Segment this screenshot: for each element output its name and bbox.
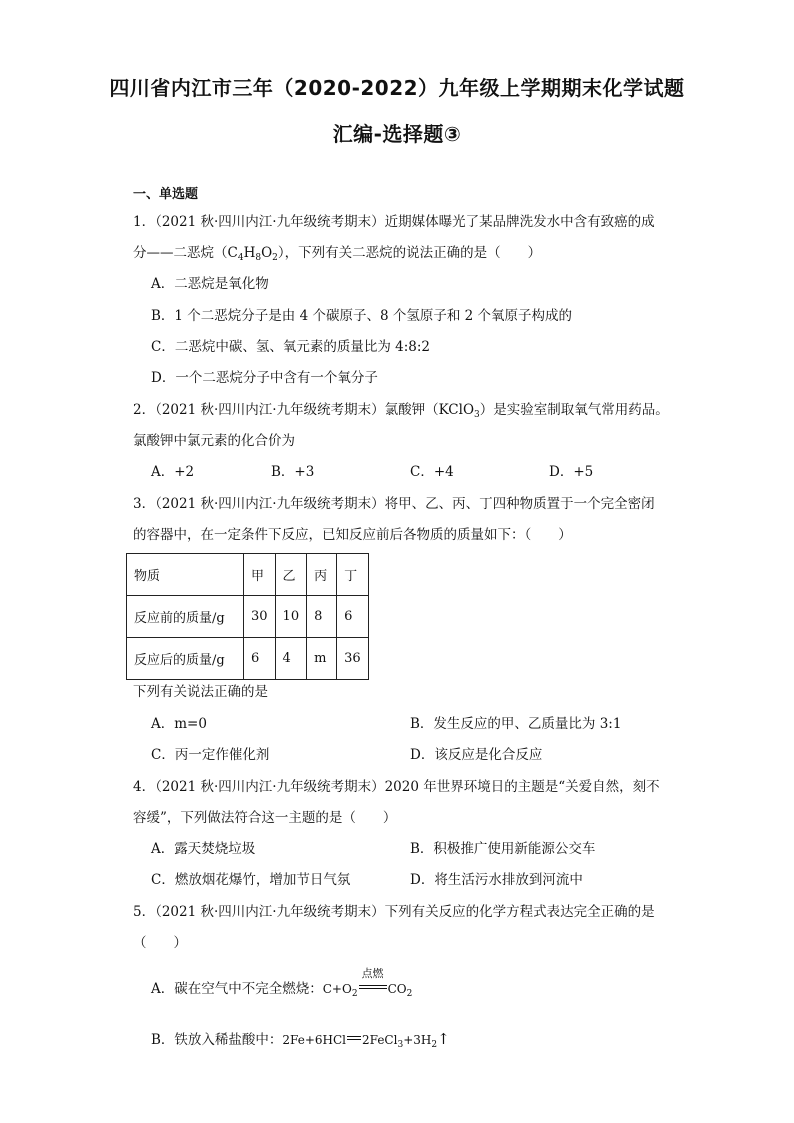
q3-option-c: C．丙一定作催化剂: [151, 747, 270, 763]
q2-stem-part: ）是实验室制取氧气常用药品。: [479, 402, 669, 418]
q1-sub: 4: [237, 253, 244, 263]
q3-option-b: B．发生反应的甲、乙质量比为 3:1: [410, 716, 622, 732]
q5-equation-a: [322, 967, 413, 999]
q5-stem-line1: 5．（2021 秋·四川内江·九年级统考期末）下列有关反应的化学方程式表达完全正确的是: [133, 904, 655, 920]
q2-stem-part: 2．（2021 秋·四川内江·九年级统考期末）氯酸钾（KClO: [133, 402, 475, 418]
table-cell: 反应后的质量/g: [127, 638, 244, 680]
table-cell: 4: [275, 638, 307, 680]
q1-stem-part: ），下列有关二恶烷的说法正确的是（ ）: [277, 245, 542, 261]
q4-option-a: A．露天焚烧垃圾: [151, 841, 256, 857]
q1-formula-o: O: [261, 245, 273, 261]
q4-stem-line2: 容缓”，下列做法符合这一主题的是（ ）: [133, 810, 397, 826]
q1-option-b: B．1 个二恶烷分子是由 4 个碳原子、8 个氢原子和 2 个氧原子构成的: [151, 308, 573, 324]
q2-sub: 3: [474, 410, 480, 420]
q2-option-b: B．+3: [271, 464, 315, 480]
equation-rhs: 2FeCl: [362, 1033, 398, 1047]
equation-sub: 3: [397, 1040, 404, 1050]
q3-stem-line1: 3．（2021 秋·四川内江·九年级统考期末）将甲、乙、丙、丁四种物质置于一个完全密闭: [133, 496, 655, 512]
table-cell: 乙: [275, 554, 307, 596]
q2-option-a: A．+2: [151, 464, 195, 480]
gas-arrow-icon: ↑: [437, 1030, 450, 1048]
table-row: [127, 554, 369, 596]
equation-rhs: +3H: [403, 1033, 432, 1047]
document-title-line2: 汇编-选择题③: [332, 122, 462, 146]
table-cell: 30: [244, 596, 276, 638]
q2-option-d: D．+5: [549, 464, 594, 480]
double-line: [359, 985, 387, 989]
table-cell: 6: [337, 596, 369, 638]
table-cell: 甲: [244, 554, 276, 596]
q1-stem-part: 分——二恶烷（C: [133, 245, 238, 261]
equation-rhs: CO: [387, 982, 407, 996]
q1-option-c: C．二恶烷中碳、氢、氧元素的质量比为 4:8:2: [151, 339, 430, 355]
q4-stem-line1: 4．（2021 秋·四川内江·九年级统考期末）2020 年世界环境日的主题是“关爱自然，刻不: [133, 779, 660, 795]
q3-option-d: D．该反应是化合反应: [410, 747, 543, 763]
table-cell: 物质: [127, 554, 244, 596]
q3-stem-line2: 的容器中，在一定条件下反应，已知反应前后各物质的质量如下：（ ）: [133, 527, 572, 543]
table-cell: m: [307, 638, 337, 680]
q2-stem-line1: [133, 401, 669, 419]
q4-option-d: D．将生活污水排放到河流中: [410, 872, 583, 888]
q5-stem-line2: （ ）: [133, 935, 187, 951]
q1-stem-line2: [133, 244, 541, 262]
q3-option-a: A．m=0: [151, 716, 207, 732]
table-cell: 反应前的质量/g: [127, 596, 244, 638]
equation-lhs: 2Fe+6HCl: [282, 1033, 347, 1047]
q5-option-a-text: A．碳在空气中不完全燃烧：: [151, 981, 323, 997]
table-row: [127, 638, 369, 680]
table-cell: 8: [307, 596, 337, 638]
table-cell: 丙: [307, 554, 337, 596]
q1-sub: 8: [255, 253, 262, 263]
q4-option-c: C．燃放烟花爆竹，增加节日气氛: [151, 872, 351, 888]
equation-lhs: C+O: [322, 982, 352, 996]
q1-option-a: A．二恶烷是氧化物: [151, 276, 269, 292]
table-cell: 10: [275, 596, 307, 638]
q1-option-d: D．一个二恶烷分子中含有一个氧分子: [151, 370, 378, 386]
equation-sub: 2: [351, 989, 358, 999]
document-title-line1: 四川省内江市三年（2020-2022）九年级上学期期末化学试题: [109, 76, 685, 100]
q2-stem-line2: 氯酸钾中氯元素的化合价为: [133, 433, 295, 449]
q3-after-table: 下列有关说法正确的是: [133, 684, 268, 700]
q4-option-b: B．积极推广使用新能源公交车: [410, 841, 596, 857]
q5-option-b: [151, 1030, 450, 1049]
table-cell: 36: [337, 638, 369, 680]
q1-formula-h: H: [243, 245, 256, 261]
double-line: [347, 1036, 361, 1040]
mass-table: [126, 553, 369, 680]
section-heading: 一、单选题: [133, 187, 199, 202]
q1-stem-line1: 1．（2021 秋·四川内江·九年级统考期末）近期媒体曝光了某品牌洗发水中含有致癌的成: [133, 214, 655, 230]
q5-option-a: [151, 967, 413, 999]
table-row: [127, 596, 369, 638]
equation-sign: [358, 967, 388, 998]
reaction-condition: 点燃: [361, 967, 384, 980]
equation-sub: 2: [406, 989, 413, 999]
table-cell: 6: [244, 638, 276, 680]
q1-sub: 2: [272, 253, 278, 263]
q5-equation-b: [282, 1030, 450, 1050]
q2-option-c: C．+4: [410, 464, 454, 480]
table-cell: 丁: [337, 554, 369, 596]
equation-sub: 2: [431, 1040, 438, 1050]
q5-option-b-text: B．铁放入稀盐酸中：: [151, 1032, 283, 1048]
